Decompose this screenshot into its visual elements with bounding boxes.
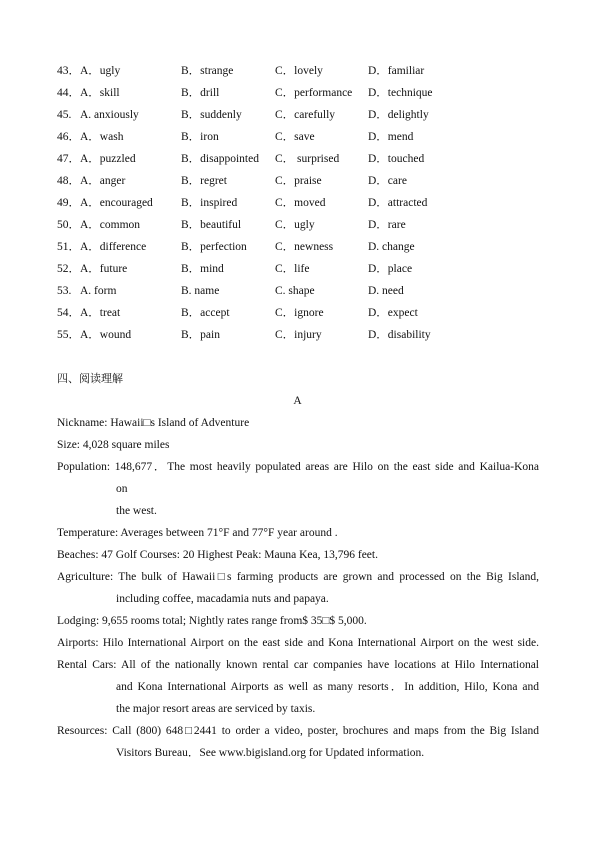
passage-line-population-cont: on xyxy=(116,483,128,495)
option-b: B．disappointed xyxy=(181,153,259,165)
option-d: D．technique xyxy=(368,87,433,99)
option-a: A．treat xyxy=(80,307,121,319)
option-b: B．mind xyxy=(181,263,224,275)
question-number: 48． xyxy=(57,175,80,187)
option-b: B. name xyxy=(181,285,220,297)
option-c: C． surprised xyxy=(275,153,340,165)
passage-line-rental-cars-cont: and Kona International Airports as well as many resorts．In addition, Hilo, Kona and xyxy=(116,681,539,693)
passage-line-resources: Resources: Call (800) 648□2441 to order a video, poster, brochures and maps from the Big Island xyxy=(57,725,539,737)
option-a: A．difference xyxy=(80,241,147,253)
option-a: A．encouraged xyxy=(80,197,153,209)
option-b: B．perfection xyxy=(181,241,247,253)
option-a: A．ugly xyxy=(80,65,121,77)
passage-line-population-cont2: the west. xyxy=(116,505,157,517)
option-c: C．praise xyxy=(275,175,322,187)
option-c: C．ignore xyxy=(275,307,324,319)
option-c: C. shape xyxy=(275,285,315,297)
option-a: A．anger xyxy=(80,175,126,187)
option-d: D．delightly xyxy=(368,109,429,121)
option-b: B．suddenly xyxy=(181,109,242,121)
option-a: A．wound xyxy=(80,329,132,341)
passage-line-agriculture: Agriculture: The bulk of Hawaii□s farming products are grown and processed on the Big Island, xyxy=(57,571,539,583)
option-a: A．skill xyxy=(80,87,120,99)
option-b: B．accept xyxy=(181,307,230,319)
option-d: D. change xyxy=(368,241,415,253)
passage-line-size: Size: 4,028 square miles xyxy=(57,439,170,451)
section-heading: 四、阅读理解 xyxy=(57,372,123,385)
question-number: 50． xyxy=(57,219,80,231)
question-number: 47． xyxy=(57,153,80,165)
passage-line-temperature: Temperature: Averages between 71°F and 77°F year around . xyxy=(57,527,338,539)
option-d: D．expect xyxy=(368,307,418,319)
option-c: C．carefully xyxy=(275,109,336,121)
passage-line-lodging: Lodging: 9,655 rooms total; Nightly rates range from$ 35□$ 5,000. xyxy=(57,615,367,627)
passage-line-nickname: Nickname: Hawaii□s Island of Adventure xyxy=(57,417,250,429)
passage-line-rental-cars: Rental Cars: All of the nationally known rental car companies have locations at Hilo International xyxy=(57,659,539,671)
option-b: B．iron xyxy=(181,131,219,143)
question-number: 53. xyxy=(57,285,72,297)
question-number: 54． xyxy=(57,307,80,319)
option-d: D．disability xyxy=(368,329,431,341)
option-d: D．place xyxy=(368,263,413,275)
option-d: D. need xyxy=(368,285,404,297)
option-c: C．ugly xyxy=(275,219,315,231)
option-b: B．inspired xyxy=(181,197,238,209)
option-d: D．mend xyxy=(368,131,414,143)
question-number: 52． xyxy=(57,263,80,275)
question-number: 45. xyxy=(57,109,72,121)
option-d: D．attracted xyxy=(368,197,428,209)
option-b: B．regret xyxy=(181,175,227,187)
option-d: D．familiar xyxy=(368,65,425,77)
option-c: C．newness xyxy=(275,241,334,253)
option-d: D．rare xyxy=(368,219,406,231)
option-b: B．strange xyxy=(181,65,234,77)
option-a: A．puzzled xyxy=(80,153,136,165)
option-a: A. anxiously xyxy=(80,109,139,121)
option-a: A. form xyxy=(80,285,117,297)
question-number: 55． xyxy=(57,329,80,341)
passage-line-airports: Airports: Hilo International Airport on the east side and Kona International Airport on the west side. xyxy=(57,637,539,649)
option-c: C．injury xyxy=(275,329,322,341)
option-a: A．common xyxy=(80,219,141,231)
question-number: 43． xyxy=(57,65,80,77)
option-c: C．performance xyxy=(275,87,353,99)
question-number: 44． xyxy=(57,87,80,99)
option-a: A．future xyxy=(80,263,128,275)
option-d: D．touched xyxy=(368,153,425,165)
passage-line-population: Population: 148,677．The most heavily populated areas are Hilo on the east side and Kailua-Kona xyxy=(57,461,539,473)
passage-line-resources-cont: Visitors Bureau．See www.bigisland.org for Updated information. xyxy=(116,747,425,759)
passage-label: A xyxy=(293,395,302,407)
option-b: B．drill xyxy=(181,87,220,99)
option-b: B．pain xyxy=(181,329,220,341)
option-c: C．lovely xyxy=(275,65,323,77)
option-c: C．life xyxy=(275,263,310,275)
question-number: 51． xyxy=(57,241,80,253)
question-number: 46． xyxy=(57,131,80,143)
option-b: B．beautiful xyxy=(181,219,242,231)
option-c: C．moved xyxy=(275,197,326,209)
option-c: C．save xyxy=(275,131,315,143)
option-d: D．care xyxy=(368,175,407,187)
passage-line-agriculture-cont: including coffee, macadamia nuts and papaya. xyxy=(116,593,329,605)
question-number: 49． xyxy=(57,197,80,209)
option-a: A．wash xyxy=(80,131,124,143)
passage-line-rental-cars-cont2: the major resort areas are serviced by taxis. xyxy=(116,703,316,715)
passage-line-beaches: Beaches: 47 Golf Courses: 20 Highest Peak: Mauna Kea, 13,796 feet. xyxy=(57,549,378,561)
